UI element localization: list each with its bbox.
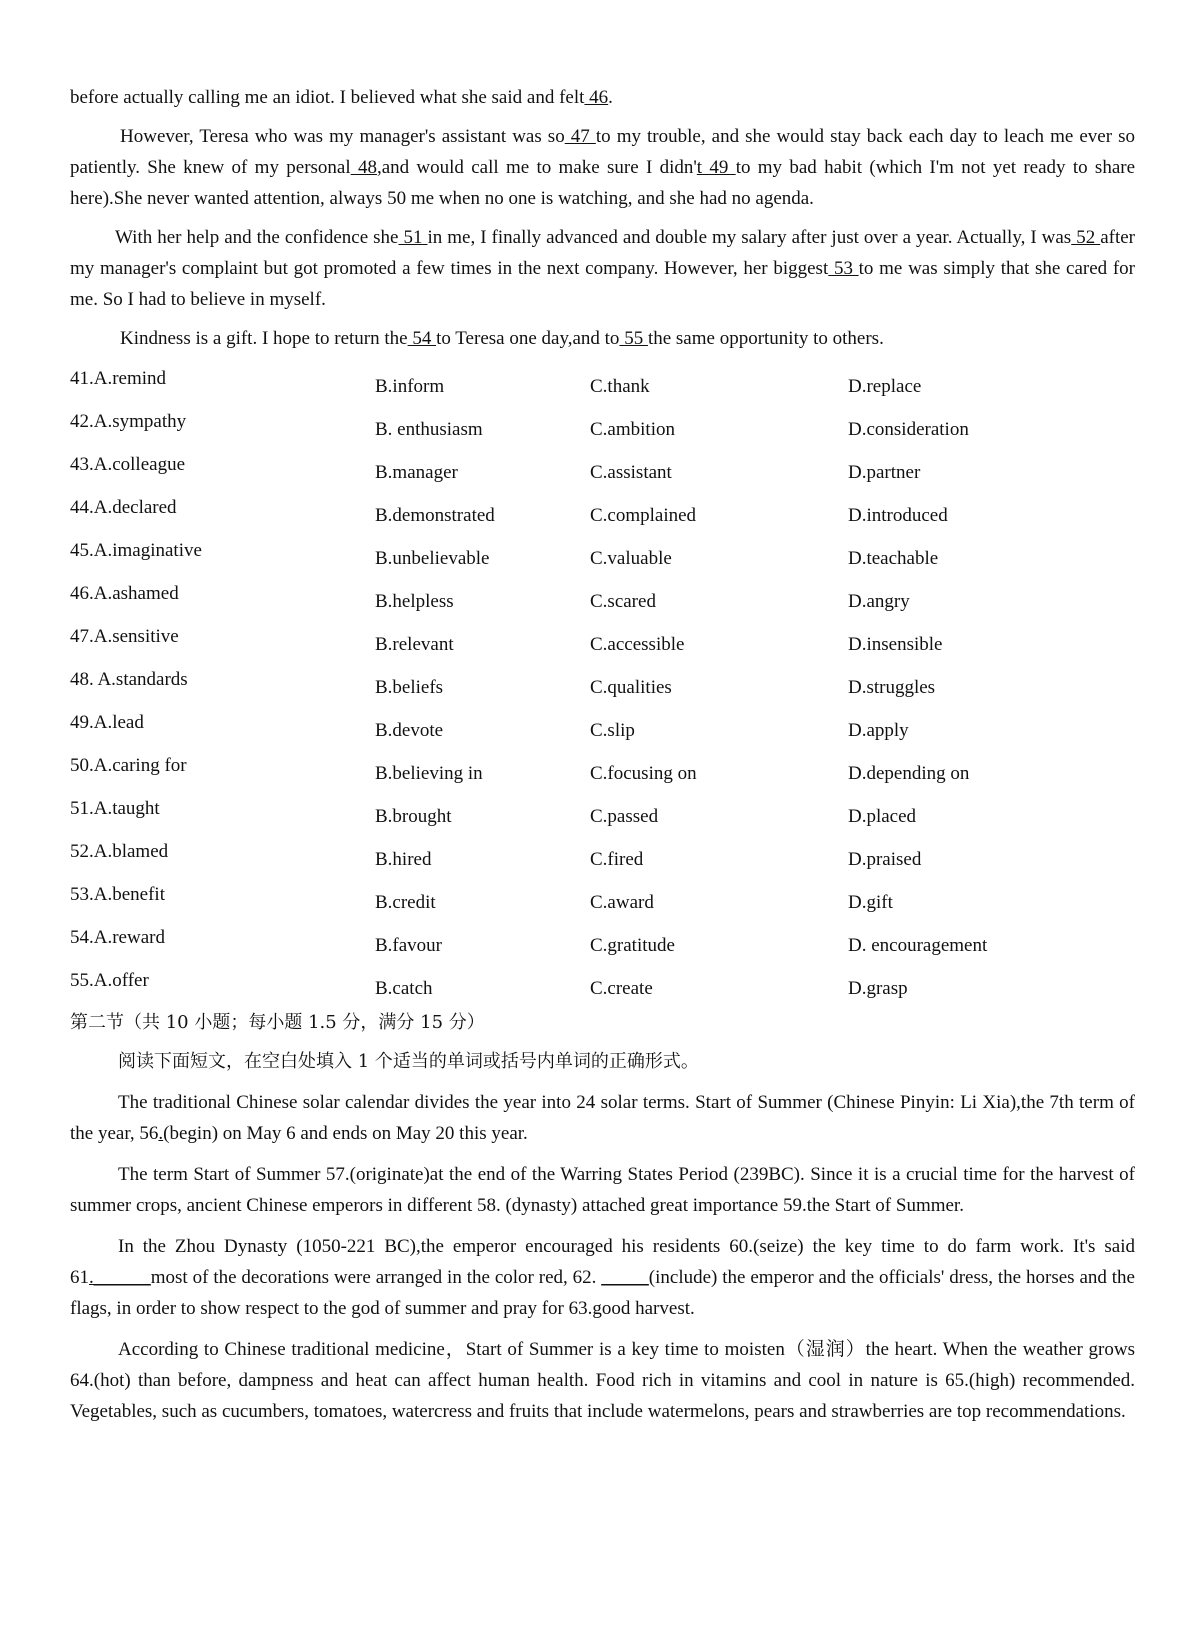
- option-d: D.angry: [848, 591, 910, 612]
- option-b: B.beliefs: [375, 677, 444, 698]
- option-row-47: [70, 626, 1135, 669]
- text: the same opportunity to others.: [647, 328, 884, 349]
- option-c: C.valuable: [590, 548, 672, 569]
- option-c: C.qualities: [590, 677, 672, 698]
- text: to my trouble, and she would stay back each day to leach me ever so patiently. She knew of my personal: [70, 126, 1136, 178]
- option-b: B.catch: [375, 978, 433, 999]
- option-a: 52.A.blamed: [70, 841, 169, 862]
- option-a: 48. A.standards: [70, 669, 188, 690]
- section-instruction: 阅读下面短文，在空白处填入 1 个适当的单词或括号内单词的正确形式。: [118, 1051, 699, 1072]
- grammar-paragraph-3: [70, 1231, 1135, 1324]
- option-c: C.ambition: [590, 419, 675, 440]
- grammar-paragraph-1: [70, 1087, 1135, 1149]
- blank-61: .______: [89, 1267, 151, 1288]
- option-row-43: [70, 454, 1135, 497]
- text: after my manager's complaint but got promoted a few times in the next company. However, her biggest: [70, 227, 1136, 279]
- grammar-paragraph-2: The term Start of Summer 57.(originate)at the end of the Warring States Period (239BC). Since it is a crucial time for the harvest of summer crops, ancient Chinese emperors in different 58. (dynasty) attached great importance 59.the Start of Summer.: [70, 1164, 1135, 1216]
- passage-paragraph-1: [70, 82, 1135, 113]
- option-c: C.fired: [590, 849, 644, 870]
- option-a: 43.A.colleague: [70, 454, 186, 475]
- section-heading: 第二节（共 10 小题；每小题 1.5 分，满分 15 分）: [70, 1012, 485, 1033]
- option-d: D. encouragement: [848, 935, 988, 956]
- blank-56: .: [158, 1123, 164, 1144]
- option-row-49: [70, 712, 1135, 755]
- option-row-54: [70, 927, 1135, 970]
- option-a: 49.A.lead: [70, 712, 144, 733]
- option-b: B.inform: [375, 376, 445, 397]
- option-a: 41.A.remind: [70, 368, 167, 389]
- option-a: 53.A.benefit: [70, 884, 165, 905]
- option-a: 46.A.ashamed: [70, 583, 179, 604]
- option-row-44: [70, 497, 1135, 540]
- option-d: D.gift: [848, 892, 893, 913]
- option-a: 45.A.imaginative: [70, 540, 202, 561]
- option-c: C.focusing on: [590, 763, 697, 784]
- option-b: B. enthusiasm: [375, 419, 483, 440]
- option-c: C.scared: [590, 591, 656, 612]
- option-b: B.unbelievable: [375, 548, 490, 569]
- option-row-45: [70, 540, 1135, 583]
- passage-paragraph-3: [70, 222, 1135, 315]
- option-b: B.manager: [375, 462, 458, 483]
- option-row-50: [70, 755, 1135, 798]
- blank-54: 54: [407, 328, 437, 349]
- option-a: 51.A.taught: [70, 798, 160, 819]
- blank-46: 46: [584, 87, 609, 108]
- option-c: C.accessible: [590, 634, 685, 655]
- option-a: 47.A.sensitive: [70, 626, 179, 647]
- option-c: C.gratitude: [590, 935, 675, 956]
- document-page: [70, 82, 1135, 1427]
- option-c: C.complained: [590, 505, 697, 526]
- option-b: B.brought: [375, 806, 452, 827]
- blank-47: 47: [564, 126, 596, 147]
- option-a: 42.A.sympathy: [70, 411, 187, 432]
- option-c: C.award: [590, 892, 654, 913]
- option-b: B.believing in: [375, 763, 483, 784]
- blank-53: 53: [828, 258, 859, 279]
- option-a: 50.A.caring for: [70, 755, 187, 776]
- blank-55: 55: [619, 328, 648, 349]
- text: With her help and the confidence she: [115, 227, 399, 248]
- option-c: C.assistant: [590, 462, 672, 483]
- text: ,and would call me to make sure I didn': [376, 157, 697, 178]
- option-d: D.praised: [848, 849, 922, 870]
- option-c: C.create: [590, 978, 653, 999]
- option-d: D.insensible: [848, 634, 943, 655]
- blank-62: _____: [601, 1267, 649, 1288]
- text: (include) the emperor and the officials' dress, the horses and the flags, in order to show respect to the god of summer and pray for 63.good harvest.: [70, 1267, 1135, 1319]
- option-a: 54.A.reward: [70, 927, 165, 948]
- option-d: D.grasp: [848, 978, 908, 999]
- text: .: [608, 87, 613, 108]
- option-b: B.helpless: [375, 591, 454, 612]
- text: Kindness is a gift. I hope to return the: [120, 328, 408, 349]
- option-b: B.favour: [375, 935, 443, 956]
- option-b: B.devote: [375, 720, 444, 741]
- text: to my bad habit (which I'm not yet ready to share here).She never wanted attention, always 50 me when no one is watching, and she had no agenda.: [70, 157, 1136, 209]
- text: to me was simply that she cared for me. So I had to believe in myself.: [70, 258, 1135, 310]
- option-d: D.struggles: [848, 677, 936, 698]
- option-d: D.depending on: [848, 763, 970, 784]
- option-row-53: [70, 884, 1135, 927]
- option-row-51: [70, 798, 1135, 841]
- option-a: 55.A.offer: [70, 970, 149, 991]
- option-d: D.apply: [848, 720, 909, 741]
- text: The traditional Chinese solar calendar divides the year into 24 solar terms. Start of Summer (Chinese Pinyin: Li Xia),the 7th term of the year, 56: [70, 1092, 1135, 1144]
- blank-51: 51: [398, 227, 428, 248]
- option-row-52: [70, 841, 1135, 884]
- option-row-41: [70, 368, 1135, 411]
- option-d: D.partner: [848, 462, 921, 483]
- passage-paragraph-2: [70, 121, 1135, 214]
- option-row-46: [70, 583, 1135, 626]
- text: In the Zhou Dynasty (1050-221 BC),the emperor encouraged his residents 60.(seize) the key time to do farm work. It's said 61: [70, 1236, 1135, 1288]
- options-list: [70, 368, 1135, 1007]
- option-d: D.introduced: [848, 505, 948, 526]
- option-b: B.credit: [375, 892, 436, 913]
- option-b: B.hired: [375, 849, 432, 870]
- grammar-paragraph-4: According to Chinese traditional medicine，Start of Summer is a key time to moisten（湿润）the heart. When the weather grows 64.(hot) than before, dampness and heat can affect human health. Food rich in vitamins and cool in nature is 65.(high) recommended. Vegetables, such as cucumbers, tomatoes, watercress and fruits that include watermelons, pears and strawberries are top recommendations.: [70, 1339, 1135, 1422]
- text: (begin) on May 6 and ends on May 20 this year.: [163, 1123, 528, 1144]
- text: to Teresa one day,and to: [436, 328, 620, 349]
- option-row-48: [70, 669, 1135, 712]
- option-row-55: [70, 970, 1135, 1007]
- option-row-42: [70, 411, 1135, 454]
- option-c: C.thank: [590, 376, 650, 397]
- option-d: D.consideration: [848, 419, 969, 440]
- text: However, Teresa who was my manager's assistant was so: [120, 126, 565, 147]
- blank-49: t 49: [696, 157, 736, 178]
- blank-48: 48: [350, 157, 377, 178]
- option-b: B.demonstrated: [375, 505, 495, 526]
- option-c: C.slip: [590, 720, 635, 741]
- option-a: 44.A.declared: [70, 497, 177, 518]
- text: in me, I finally advanced and double my salary after just over a year. Actually, I was: [427, 227, 1072, 248]
- text: before actually calling me an idiot. I believed what she said and felt: [70, 87, 585, 108]
- option-d: D.teachable: [848, 548, 939, 569]
- passage-paragraph-4: [70, 323, 1135, 354]
- blank-52: 52: [1071, 227, 1101, 248]
- option-c: C.passed: [590, 806, 659, 827]
- text: most of the decorations were arranged in the color red, 62.: [150, 1267, 602, 1288]
- option-d: D.placed: [848, 806, 917, 827]
- option-b: B.relevant: [375, 634, 454, 655]
- option-d: D.replace: [848, 376, 922, 397]
